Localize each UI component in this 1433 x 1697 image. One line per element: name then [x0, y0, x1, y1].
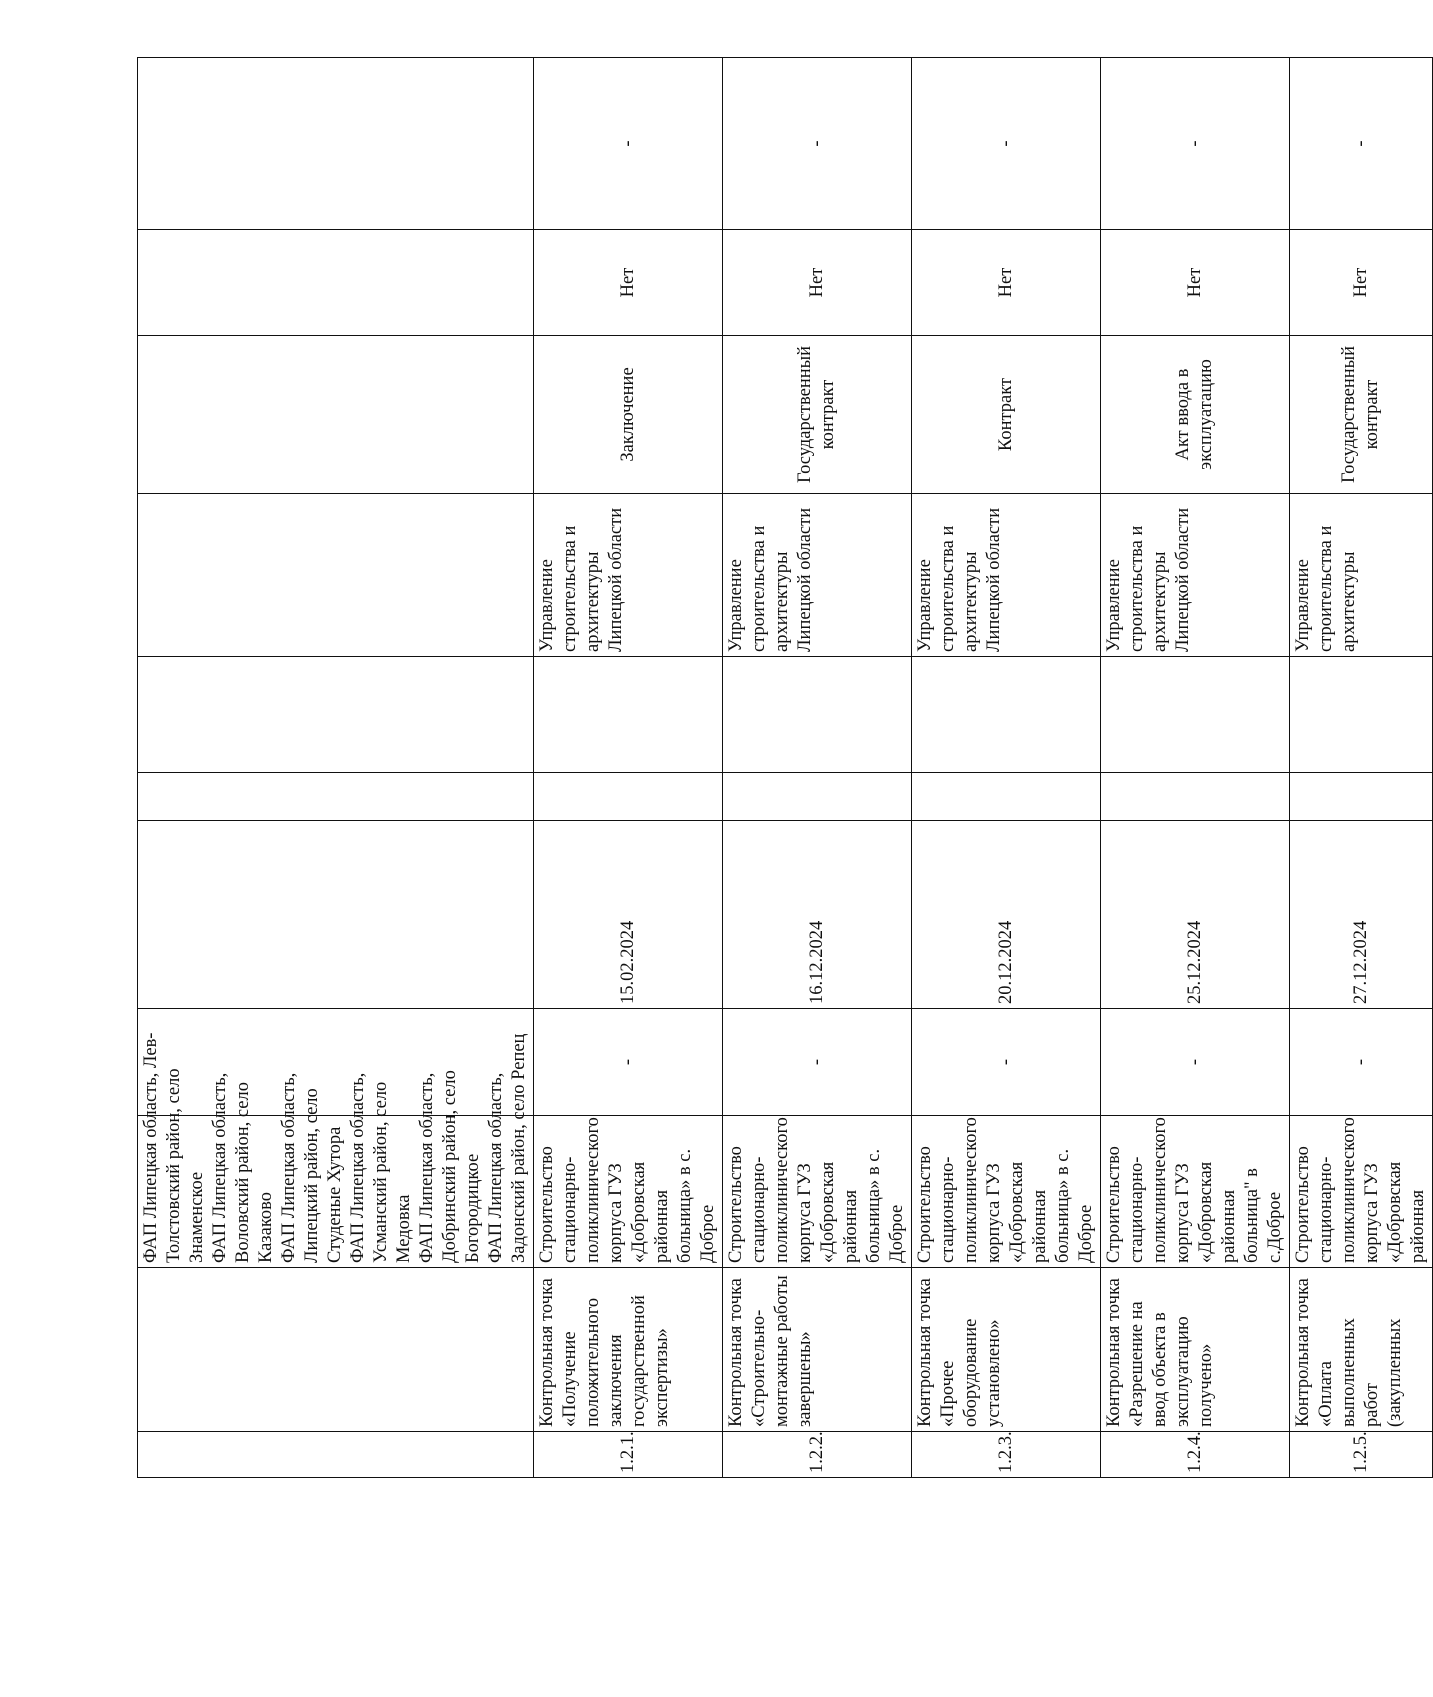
- checkpoints-table: [137, 57, 1433, 1478]
- cell-empty: [138, 821, 534, 1009]
- due-date: 15.02.2024: [534, 821, 723, 1009]
- checkpoint-name: Контрольная точка «Разрешение на ввод объекта в эксплуатацию получено»: [1101, 1268, 1290, 1432]
- cell-empty: [534, 773, 723, 821]
- table-row: [1290, 58, 1433, 1478]
- table-row-locations: [138, 58, 534, 1478]
- flag-value: Нет: [534, 230, 723, 336]
- cell-empty: [138, 773, 534, 821]
- responsible-executor: Управление строительства и архитектуры Липецкой области: [912, 494, 1101, 657]
- cell-empty: [1101, 773, 1290, 821]
- location-line: Студеные Хутора: [325, 1126, 345, 1263]
- location-line: ФАП Липецкая область,: [486, 1072, 506, 1263]
- cell-empty: [138, 230, 534, 336]
- cell-empty: [723, 657, 912, 773]
- checkpoint-name: Контрольная точка «Получение положительного заключения государственной экспертизы»: [534, 1268, 723, 1432]
- dash-cell: -: [1101, 1009, 1290, 1116]
- location-line: Богородицкое: [463, 1153, 483, 1263]
- object-name: Строительство стационарно-поликлинического корпуса ГУЗ «Добровская районная больница" в с.Доброе: [1101, 1116, 1290, 1268]
- cell-empty: [723, 773, 912, 821]
- flag-value: Нет: [1290, 230, 1433, 336]
- document-type: Контракт: [912, 336, 1101, 494]
- location-line: ФАП Липецкая область,: [279, 1072, 299, 1263]
- responsible-executor: Управление строительства и архитектуры: [1290, 494, 1433, 657]
- object-name: Строительство стационарно-поликлинического корпуса ГУЗ «Добровская районная больница» в с. Доброе: [723, 1116, 912, 1268]
- dash-cell: -: [1290, 58, 1433, 230]
- cell-number: [138, 1432, 534, 1478]
- row-number: 1.2.3.: [912, 1432, 1101, 1478]
- responsible-executor: Управление строительства и архитектуры Липецкой области: [723, 494, 912, 657]
- dash-cell: -: [723, 58, 912, 230]
- object-name: Строительство стационарно-поликлинического корпуса ГУЗ «Добровская районная больница» в с. Доброе: [534, 1116, 723, 1268]
- dash-cell: -: [1290, 1009, 1433, 1116]
- dash-cell: -: [1101, 58, 1290, 230]
- cell-empty: [138, 336, 534, 494]
- checkpoint-name: Контрольная точка «Прочее оборудование установлено»: [912, 1268, 1101, 1432]
- due-date: 27.12.2024: [1290, 821, 1433, 1009]
- location-line: Усманский район, село: [371, 1081, 391, 1263]
- row-number: 1.2.4.: [1101, 1432, 1290, 1478]
- object-name: Строительство стационарно-поликлинического корпуса ГУЗ «Добровская районная больница» в с. Доброе: [912, 1116, 1101, 1268]
- location-line: Казаково: [256, 1192, 276, 1263]
- cell-empty: [1101, 657, 1290, 773]
- due-date: 16.12.2024: [723, 821, 912, 1009]
- location-line: Липецкий район, село: [302, 1088, 322, 1263]
- cell-empty: [1290, 657, 1433, 773]
- document-type: Акт ввода в эксплуатацию: [1101, 336, 1290, 494]
- location-line: Воловский район, село: [233, 1082, 253, 1263]
- location-line: ФАП Липецкая область, Лев-: [141, 1032, 161, 1263]
- cell-empty: [138, 58, 534, 230]
- checkpoint-name: Контрольная точка «Оплата выполненных работ (закупленных: [1290, 1268, 1433, 1432]
- flag-value: Нет: [912, 230, 1101, 336]
- document-type: Государственный контракт: [723, 336, 912, 494]
- dash-cell: -: [534, 58, 723, 230]
- cell-empty: [138, 1009, 534, 1116]
- table-row: [912, 58, 1101, 1478]
- rotated-table-container: [137, 58, 1428, 1478]
- cell-empty: [912, 657, 1101, 773]
- cell-empty: [1290, 773, 1433, 821]
- cell-locations: [138, 1032, 534, 1268]
- table-row: [1101, 58, 1290, 1478]
- cell-checkpoint: [138, 1268, 534, 1432]
- checkpoint-name: Контрольная точка «Строительно-монтажные работы завершены»: [723, 1268, 912, 1432]
- location-line: Добринский район, село: [440, 1070, 460, 1263]
- location-line: Задонский район, село Репец: [509, 1033, 529, 1263]
- due-date: 25.12.2024: [1101, 821, 1290, 1009]
- location-line: Толстовский район, село: [164, 1068, 184, 1263]
- location-line: ФАП Липецкая область,: [417, 1072, 437, 1263]
- responsible-executor: Управление строительства и архитектуры Липецкой области: [1101, 494, 1290, 657]
- due-date: 20.12.2024: [912, 821, 1101, 1009]
- dash-cell: -: [723, 1009, 912, 1116]
- dash-cell: -: [912, 58, 1101, 230]
- responsible-executor: Управление строительства и архитектуры Липецкой области: [534, 494, 723, 657]
- cell-empty: [534, 657, 723, 773]
- cell-empty: [138, 494, 534, 657]
- dash-cell: -: [912, 1009, 1101, 1116]
- dash-cell: -: [534, 1009, 723, 1116]
- flag-value: Нет: [723, 230, 912, 336]
- row-number: 1.2.5.: [1290, 1432, 1433, 1478]
- row-number: 1.2.1.: [534, 1432, 723, 1478]
- location-line: ФАП Липецкая область,: [210, 1072, 230, 1263]
- document-type: Заключение: [534, 336, 723, 494]
- flag-value: Нет: [1101, 230, 1290, 336]
- location-line: Медовка: [394, 1194, 414, 1263]
- table-row: [723, 58, 912, 1478]
- location-line: ФАП Липецкая область,: [348, 1072, 368, 1263]
- cell-empty: [138, 657, 534, 773]
- row-number: 1.2.2.: [723, 1432, 912, 1478]
- object-name: Строительство стационарно-поликлинического корпуса ГУЗ «Добровская районная: [1290, 1116, 1433, 1268]
- table-row: [534, 58, 723, 1478]
- document-type: Государственный контракт: [1290, 336, 1433, 494]
- location-line: Знаменское: [187, 1171, 207, 1263]
- cell-empty: [912, 773, 1101, 821]
